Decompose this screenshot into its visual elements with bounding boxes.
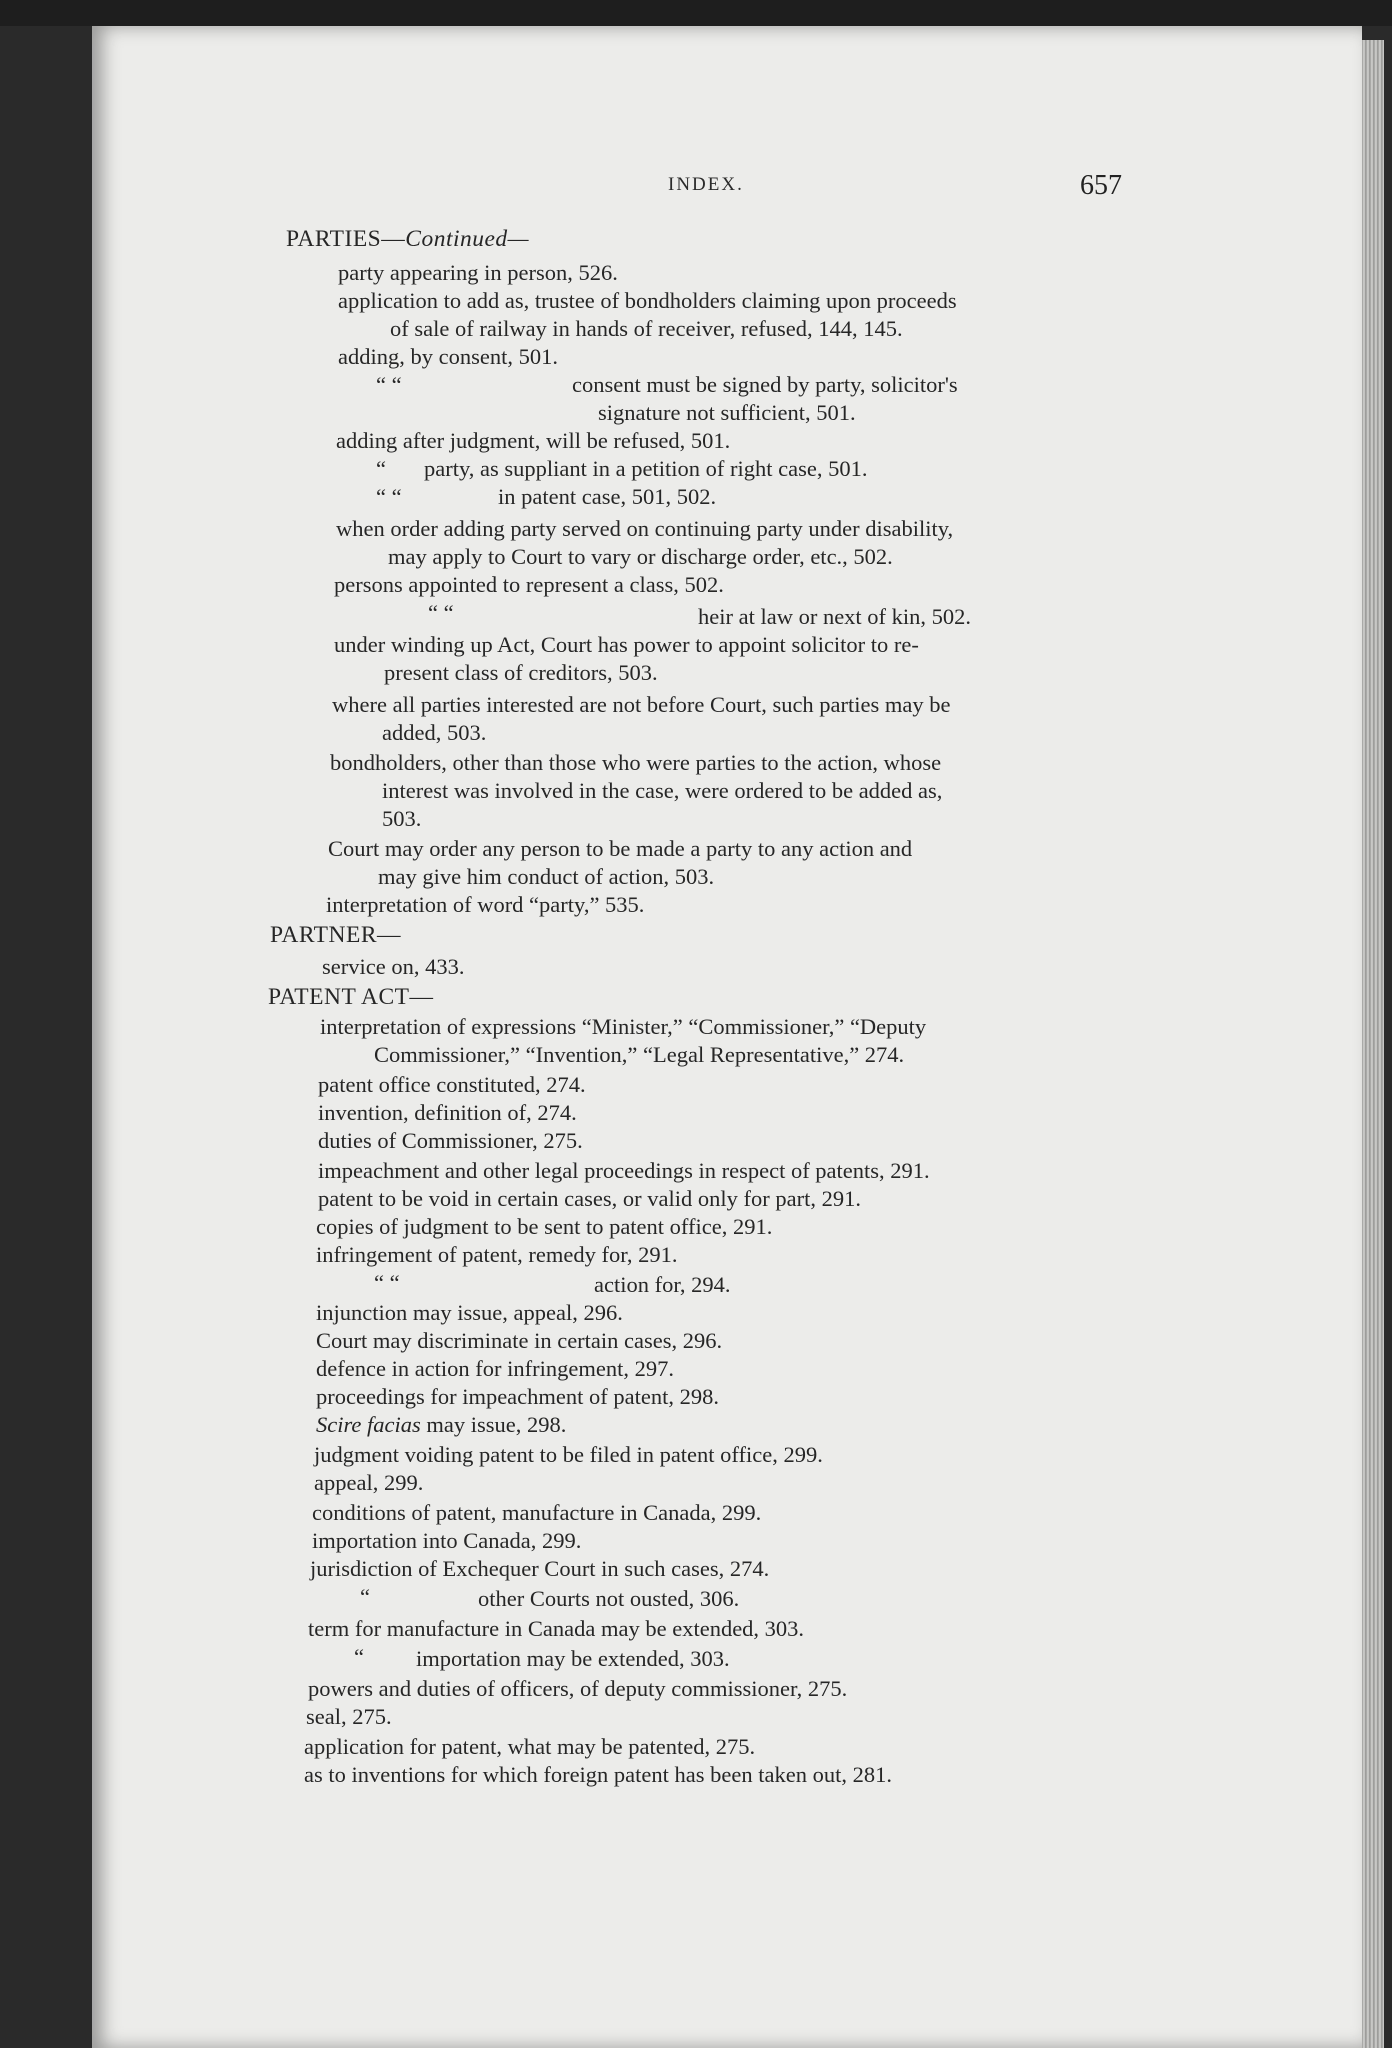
index-text: invention, definition of, 274. [318, 1100, 577, 1125]
index-text: action for, 294. [594, 1272, 731, 1297]
index-line [336, 428, 730, 454]
index-text: injunction may issue, appeal, 296. [316, 1300, 623, 1325]
index-line [354, 1644, 364, 1670]
index-text: party, as suppliant in a petition of right case, 501. [424, 456, 868, 481]
index-line [330, 750, 941, 776]
index-line [304, 1762, 892, 1788]
index-text: present class of creditors, 503. [384, 660, 658, 685]
index-line [598, 400, 856, 426]
index-heading [268, 984, 433, 1010]
index-text: patent to be void in certain cases, or valid only for part, 291. [318, 1186, 861, 1211]
index-line [376, 484, 402, 510]
running-head: INDEX. [668, 174, 744, 195]
index-line [326, 892, 644, 918]
index-text: jurisdiction of Exchequer Court in such cases, 274. [310, 1556, 770, 1581]
index-text: application for patent, what may be patented, 275. [304, 1734, 756, 1759]
index-text: infringement of patent, remedy for, 291. [316, 1242, 678, 1267]
index-line [308, 1616, 804, 1642]
index-line [594, 1272, 731, 1298]
index-line [416, 1646, 730, 1672]
index-line [334, 632, 919, 658]
index-heading [270, 922, 401, 948]
index-text: appeal, 299. [314, 1470, 424, 1495]
index-heading [286, 226, 529, 252]
index-line [374, 1042, 904, 1068]
index-line [382, 806, 421, 832]
index-line [306, 1704, 392, 1730]
index-text: Scire facias [316, 1412, 421, 1437]
index-line [332, 692, 951, 718]
index-line [376, 456, 386, 482]
index-line [378, 864, 714, 890]
index-text: adding after judgment, will be refused, 501. [336, 428, 731, 453]
index-text: heir at law or next of kin, 502. [698, 604, 972, 629]
page-header [0, 170, 1392, 210]
index-line [318, 1072, 586, 1098]
index-line [388, 544, 893, 570]
index-text: application to add as, trustee of bondholders claiming upon proceeds [338, 288, 957, 313]
index-line [478, 1586, 739, 1612]
index-text: term for manufacture in Canada may be extended, 303. [308, 1616, 805, 1641]
index-text: may give him conduct of action, 503. [378, 864, 715, 889]
index-line [316, 1356, 674, 1382]
index-line [338, 288, 957, 314]
index-line [498, 484, 716, 510]
index-text: bondholders, other than those who were parties to the action, whose [330, 750, 942, 775]
index-text: “ “ [376, 484, 402, 509]
index-text: copies of judgment to be sent to patent office, 291. [316, 1214, 773, 1239]
index-text: when order adding party served on continuing party under disability, [336, 516, 954, 541]
index-text: in patent case, 501, 502. [498, 484, 717, 509]
index-line [312, 1500, 761, 1526]
index-line [304, 1734, 755, 1760]
index-text: adding, by consent, 501. [338, 344, 558, 369]
index-text: persons appointed to represent a class, 502. [334, 572, 724, 597]
index-text: other Courts not ousted, 306. [478, 1586, 740, 1611]
index-text: powers and duties of officers, of deputy commissioner, 275. [308, 1676, 848, 1701]
index-line [316, 1242, 677, 1268]
index-text: defence in action for infringement, 297. [316, 1356, 674, 1381]
index-text: Commissioner,” “Invention,” “Legal Representative,” 274. [374, 1042, 905, 1067]
index-line [320, 1014, 926, 1040]
index-text: where all parties interested are not before Court, such parties may be [332, 692, 951, 717]
index-line [314, 1442, 823, 1468]
index-line [316, 1384, 719, 1410]
index-text: may issue, 298. [420, 1412, 567, 1437]
index-line [572, 372, 958, 398]
index-line [334, 572, 724, 598]
index-text: signature not sufficient, 501. [598, 400, 856, 425]
index-line [376, 372, 402, 398]
index-line [316, 1300, 623, 1326]
index-line [338, 344, 558, 370]
index-text: Continued— [405, 226, 530, 252]
index-line [698, 604, 971, 630]
index-text: “ “ [376, 372, 402, 397]
index-text: duties of Commissioner, 275. [318, 1128, 583, 1153]
index-line [374, 1270, 400, 1296]
page-number: 657 [1080, 170, 1122, 201]
index-line [316, 1328, 722, 1354]
index-text: consent must be signed by party, solicitor's [572, 372, 958, 397]
index-line [382, 778, 942, 804]
index-text: judgment voiding patent to be filed in patent office, 299. [314, 1442, 823, 1467]
index-line [318, 1100, 577, 1126]
index-text: interpretation of expressions “Minister,” “Commissioner,” “Deputy [320, 1014, 927, 1039]
page-edge-stack [1362, 40, 1384, 2048]
index-line [314, 1470, 423, 1496]
index-text: “ [354, 1644, 364, 1669]
index-line [428, 600, 454, 626]
index-line [316, 1214, 772, 1240]
index-line [318, 1158, 930, 1184]
index-text: Court may discriminate in certain cases, 296. [316, 1328, 723, 1353]
index-line [328, 836, 912, 862]
index-text: PARTNER— [270, 922, 402, 948]
index-line [382, 720, 486, 746]
index-text: interpretation of word “party,” 535. [326, 892, 645, 917]
index-text: “ “ [374, 1270, 400, 1295]
index-text: impeachment and other legal proceedings in respect of patents, 291. [318, 1158, 930, 1183]
index-text: under winding up Act, Court has power to appoint solicitor to re- [334, 632, 919, 657]
index-line [308, 1676, 847, 1702]
index-text: PARTIES— [286, 226, 406, 252]
index-line [318, 1128, 583, 1154]
index-line [336, 516, 953, 542]
index-text: conditions of patent, manufacture in Canada, 299. [312, 1500, 762, 1525]
index-text: added, 503. [382, 720, 487, 745]
index-line [390, 316, 903, 342]
index-line [360, 1584, 370, 1610]
index-text: interest was involved in the case, were ordered to be added as, [382, 778, 943, 803]
index-text: may apply to Court to vary or discharge order, etc., 502. [388, 544, 893, 569]
index-line [384, 660, 658, 686]
index-text: party appearing in person, 526. [338, 260, 618, 285]
index-text: service on, 433. [322, 954, 465, 979]
index-text: proceedings for impeachment of patent, 298. [316, 1384, 719, 1409]
index-text: of sale of railway in hands of receiver, refused, 144, 145. [390, 316, 903, 341]
index-line [322, 954, 464, 980]
index-line [316, 1412, 566, 1438]
scan-top-border [0, 0, 1392, 26]
index-text: “ “ [428, 600, 454, 625]
index-text: as to inventions for which foreign patent has been taken out, 281. [304, 1762, 892, 1787]
index-line [310, 1556, 769, 1582]
index-text: “ [376, 456, 386, 481]
index-text: Court may order any person to be made a party to any action and [328, 836, 913, 861]
index-text: “ [360, 1584, 370, 1609]
index-line [318, 1186, 861, 1212]
index-line [424, 456, 867, 482]
index-text: seal, 275. [306, 1704, 392, 1729]
index-text: 503. [382, 806, 422, 831]
index-text: importation into Canada, 299. [312, 1528, 582, 1553]
index-line [312, 1528, 581, 1554]
index-line [338, 260, 618, 286]
index-text: patent office constituted, 274. [318, 1072, 586, 1097]
index-text: PATENT ACT— [268, 984, 434, 1010]
index-text: importation may be extended, 303. [416, 1646, 730, 1671]
